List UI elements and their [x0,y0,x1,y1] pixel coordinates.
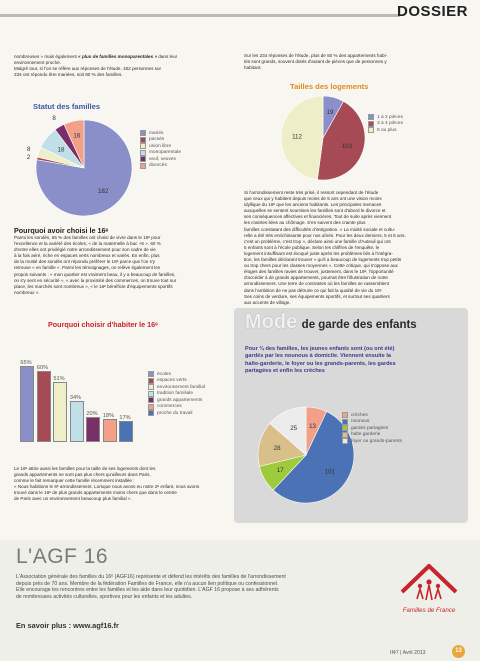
pie-value-label: 182 [97,187,109,195]
legend-swatch [368,114,374,120]
right-text-line: auxquelles se sentent soumises les familles sont d'abord le divorce et [244,208,386,214]
bar-grands-appartements [86,417,100,442]
taille-legend [368,114,403,134]
mode-text-line: partagées et enfin les crèches [245,367,325,374]
legend-label: halte garderie [351,432,381,438]
pie-value-label: 18 [57,146,65,154]
mode-text-line: gardés par les nounous à domicile. Viennent ensuite la [245,353,391,360]
mode-title [245,311,417,334]
pie-value-label: 2 [26,153,31,161]
intro-line1-post: dans leur [158,54,178,59]
agf-text-line: de nombreuses activités culturelles, sportives pour les enfants et les adultes. [16,593,193,600]
legend-item [140,163,181,170]
statut-legend [140,130,181,169]
legend-swatch [148,410,154,416]
legend-label: union libre [149,143,172,149]
right-text-line: éloges des familles ravies de trouver, justement, dans le 16ᵉ, l'opportunité [244,269,394,275]
page-number: 13 [455,648,462,654]
legend-item [148,410,205,417]
pie-value-label: 17 [276,467,284,475]
bar-espaces-verts [37,371,51,442]
right-text-line: Si l'arrondissement reste très prisé, il ressort cependant de l'étude [244,190,379,195]
choisi-text-line: propos suivants : « mon quartier est vraiment beau, il y a beaucoup de familles, [14,271,176,277]
legend-label: espaces verts [157,378,187,384]
mode-text-line: Pour ¾ des familles, les jeunes enfants sont (ou ont été) [245,346,395,352]
bottom-left-line: trouvé dans le 16ᵉ de plus grands appartements moins chers que dans le centre [14,490,177,496]
mode-text [245,346,461,375]
legend-swatch [140,150,146,156]
bar-proche-du-travail [119,421,133,442]
legend-swatch [140,143,146,149]
agf-text [16,574,386,600]
right-text-line: tion, les familles déclarant trouver « qu'il a beaucoup de logements trop petits [244,257,402,263]
agf-text-line: depuis près de 70 ans. Membre de la fédération Familles de France, elle n'a aucun lien politique ou confessionnel. [16,580,279,587]
right-text-line: 5 enfants sont à l'école publique. Selon les chiffres de l'enquête, le [244,244,380,250]
choisi-text-line: d'entre elles ont privilégié notre arrondissement pour son cadre de vie [14,247,156,253]
agf-link[interactable]: www.agf16.fr [73,621,119,630]
legend-label: 1 à 2 pièces [377,114,403,120]
legend-swatch [342,425,348,431]
legend-label: foyer ou grands-parents [351,438,402,444]
legend-swatch [148,404,154,410]
agf-more-label: En savoir plus : [16,621,74,630]
choisi-heading: Pourquoi avoir choisi le 16ᵉ [14,226,109,235]
mode-legend [342,412,402,445]
bottom-left-text [14,466,228,503]
right-text-line: c'est un problème, c'est trop », déclare ainsi une famille d'Auteuil qui ont [244,238,391,244]
habiter-legend [148,371,205,417]
legend-swatch [140,156,146,162]
choisi-text [14,235,228,296]
bar-commerces [103,419,117,442]
legend-label: proche du travail [157,410,193,416]
intro-line4: 234 ont répondu être mariées, soit 80 % des familles. [14,72,123,78]
bottom-left-line: comme le fait remarquer cette famille récemment installée : [14,478,135,484]
pie-value-label: 19 [326,108,334,116]
bottom-left-line: de Paris avec un environnement beaucoup plus familial ». [14,496,132,502]
pie-value-label: 28 [273,445,281,453]
legend-swatch [140,130,146,136]
agf-text-line: L'Association générale des familles du 16ᵉ (AGF16) représente et défend les intérêts des familles de l'arrondissement [16,574,286,580]
bar-value-label: 51% [53,375,65,382]
agf-text-line: Elle encourage les rencontres entre les familles et les aide dans leur quotidien. L'AGF 16 propose à ses adhérents [16,587,279,594]
legend-item [148,384,205,391]
legend-swatch [148,384,154,390]
legend-label: divorcés [149,163,167,169]
agf-title: L'AGF 16 [16,545,109,568]
bottom-left-line: grands appartements ne sont pas plus chers qu'ailleurs dans Paris, [14,472,151,478]
right-text-line: les craintes liées au chômage. S'en suivent des crainte plus [244,220,366,226]
legend-label: écoles [157,371,171,377]
legend-item [368,121,403,128]
legend-label: pacsés [149,137,165,143]
bar-value-label: 65% [20,359,32,366]
mode-title-rest: de garde des enfants [301,319,417,331]
legend-item [368,127,403,134]
legend-item [368,114,403,121]
choisi-text-line: Parmi les sondés, 65 % des familles ont choisi de vivre dans le 16ᵉ pour [14,235,161,240]
pie-value-label: 8 [52,114,56,122]
right-text-line: que ceux qui y habitent depuis moins de 5 ans ont une vision moins [244,196,382,202]
choisi-text-line: on s'y sent en sécurité », « avec la proximité des commerces, on trouve tout sur [14,277,177,283]
choisi-text-line: retrouve « en famille ». Parmi les témoignages, on relève également les [14,265,161,271]
statut-pie-chart [22,110,142,220]
bar-value-label: 18% [102,413,115,420]
pie-value-label: 8 [26,145,31,153]
legend-swatch [148,391,154,397]
bar-value-label: 60% [36,365,49,372]
taille-chart-title: Tailles des logements [290,82,369,91]
right-text-line: arrondissement. Une terre de contrastes où les familles se rassemblent [244,281,390,287]
legend-swatch [368,121,374,127]
bottom-left-line: Le 16ᵉ attire aussi les familles pour la taille de ses logements dont les [14,466,156,471]
legend-label: 3 à 4 pièces [377,121,403,127]
taille-pie-chart [268,88,378,188]
footer-issue: If47 | Avril 2013 [390,650,426,656]
pie-slice-5-ou-plus [281,96,323,180]
legend-swatch [342,419,348,425]
right-text-line: aux accents de village. [244,299,291,305]
right-text-line: d'accéder à de grands appartements, pourrait être l'illustration de notre [244,275,388,281]
right-text-line: ses conséquences affectives et financières. Tout de suite après viennent [244,214,392,220]
right-text-line: idyllique du 16ᵉ que les anciens habitants. Les principales menaces [244,202,382,208]
right-text-line: logement insuffisant est évoqué juste après les problèmes liés à l'intégra- [244,250,393,256]
choisi-text-line: place, les marchés sont nombreux », « le 16ᵉ bénéficie d'équipements sportifs [14,283,173,289]
intro-text [14,54,228,78]
bar--coles [20,366,34,442]
legend-label: commerces [157,404,182,410]
legend-swatch [342,412,348,418]
legend-label: veuf, veuves [149,156,176,162]
legend-label: tradition familiale [157,391,193,397]
pie-value-label: 25 [290,425,298,433]
bottom-left-line: « Nous habitions le 6ᵉ arrondissement. Lorsque nous avons eu notre 2ᵉ enfant, nous avons [14,484,200,490]
choisi-text-line: nombreux ». [14,289,40,295]
agf-more [16,621,119,630]
legend-item [148,397,205,404]
legend-swatch [342,438,348,444]
legend-label: grands appartements [157,397,203,403]
legend-item [342,438,402,445]
intro-line3: Malgré tout, si l'on se réfère aux réponses de l'étude, 182 personnes sur [14,66,162,72]
header-rule [0,14,400,17]
right-intro-line: Sur les 234 réponses de l'étude, plus de 50 % des appartements habi- [244,53,388,58]
right-intro-text [244,53,466,71]
legend-label: crèches [351,412,368,418]
right-text-line: relle a été très enrichissante pour nos aînés. Pour les deux derniers, 5 et 8 ans, [244,232,406,238]
right-text-line: familles constatant des difficultés d'intégration. « La mixité sociale et cultu- [244,226,396,232]
legend-label: nounous [351,419,370,425]
legend-swatch [140,137,146,143]
legend-label: 5 ou plus [377,127,397,133]
bar-environnement-familial [53,382,67,442]
habiter-bar-chart [20,359,140,442]
legend-swatch [140,163,146,169]
logo-text: Familles de France [402,607,456,614]
right-intro-line: tés sont grands, souvent dotés d'autant de pièces que de personnes y [244,59,387,65]
bar-value-label: 17% [119,414,131,421]
statut-chart-title: Statut des familles [33,102,101,111]
pie-value-label: 112 [292,133,302,141]
legend-label: gardes partagées [351,425,389,431]
intro-line1-em: « plus de familles monoparentales » [78,54,157,59]
legend-swatch [148,397,154,403]
legend-label: monoparentale [149,150,182,156]
pie-value-label: 16 [73,132,81,140]
right-text-line: Ses coins de verdure, ses équipements sportifs, et surtout ses quartiers [244,293,390,299]
section-title: DOSSIER [396,3,468,20]
bar-value-label: 34% [69,395,82,402]
intro-line2: environnement proche. [14,60,61,66]
familles-de-france-logo [396,560,462,618]
mode-title-big: Mode [245,311,298,333]
bar-tradition-familiale [70,401,84,442]
legend-swatch [148,371,154,377]
intro-line1-pre: nombreuses » mais également [14,54,77,59]
legend-swatch [368,127,374,133]
legend-swatch [148,378,154,384]
legend-swatch [342,432,348,438]
pie-value-label: 13 [309,423,316,431]
right-intro-line: habitant. [244,65,262,71]
right-text-line: dans l'ambition de ne pas détruire ce qui fait la qualité de vie du 16ᵉ. [244,287,383,293]
legend-label: environnement familial [157,384,205,390]
right-text-line: ou trop chers pour les classes moyennes ». Cette critique, qui s'oppose aux [244,263,398,269]
right-main-text [244,190,466,306]
pie-value-label: 101 [324,468,335,476]
pie-value-label: 103 [341,143,353,151]
choisi-text-line: à la fois aéré, riche en espaces verts nombreux et variés. En enfin, plus [14,253,160,259]
choisi-text-line: l'excellence et la variété des écoles, « de la maternelle à bac +5 ». 60 % [14,241,161,247]
mode-text-line: halte-garderie, le foyer ou les grands-parents, les gardes [245,360,396,367]
habiter-chart-title: Pourquoi choisir d'habiter le 16ᵉ [48,320,158,329]
page-number-badge [452,645,465,658]
choisi-text-line: de la moitié des sondés ont répondu préférer le 16ᵉ parce que l'on s'y [14,259,156,265]
bar-value-label: 20% [86,411,98,418]
legend-label: mariés [149,130,164,136]
header-bar [0,0,480,20]
